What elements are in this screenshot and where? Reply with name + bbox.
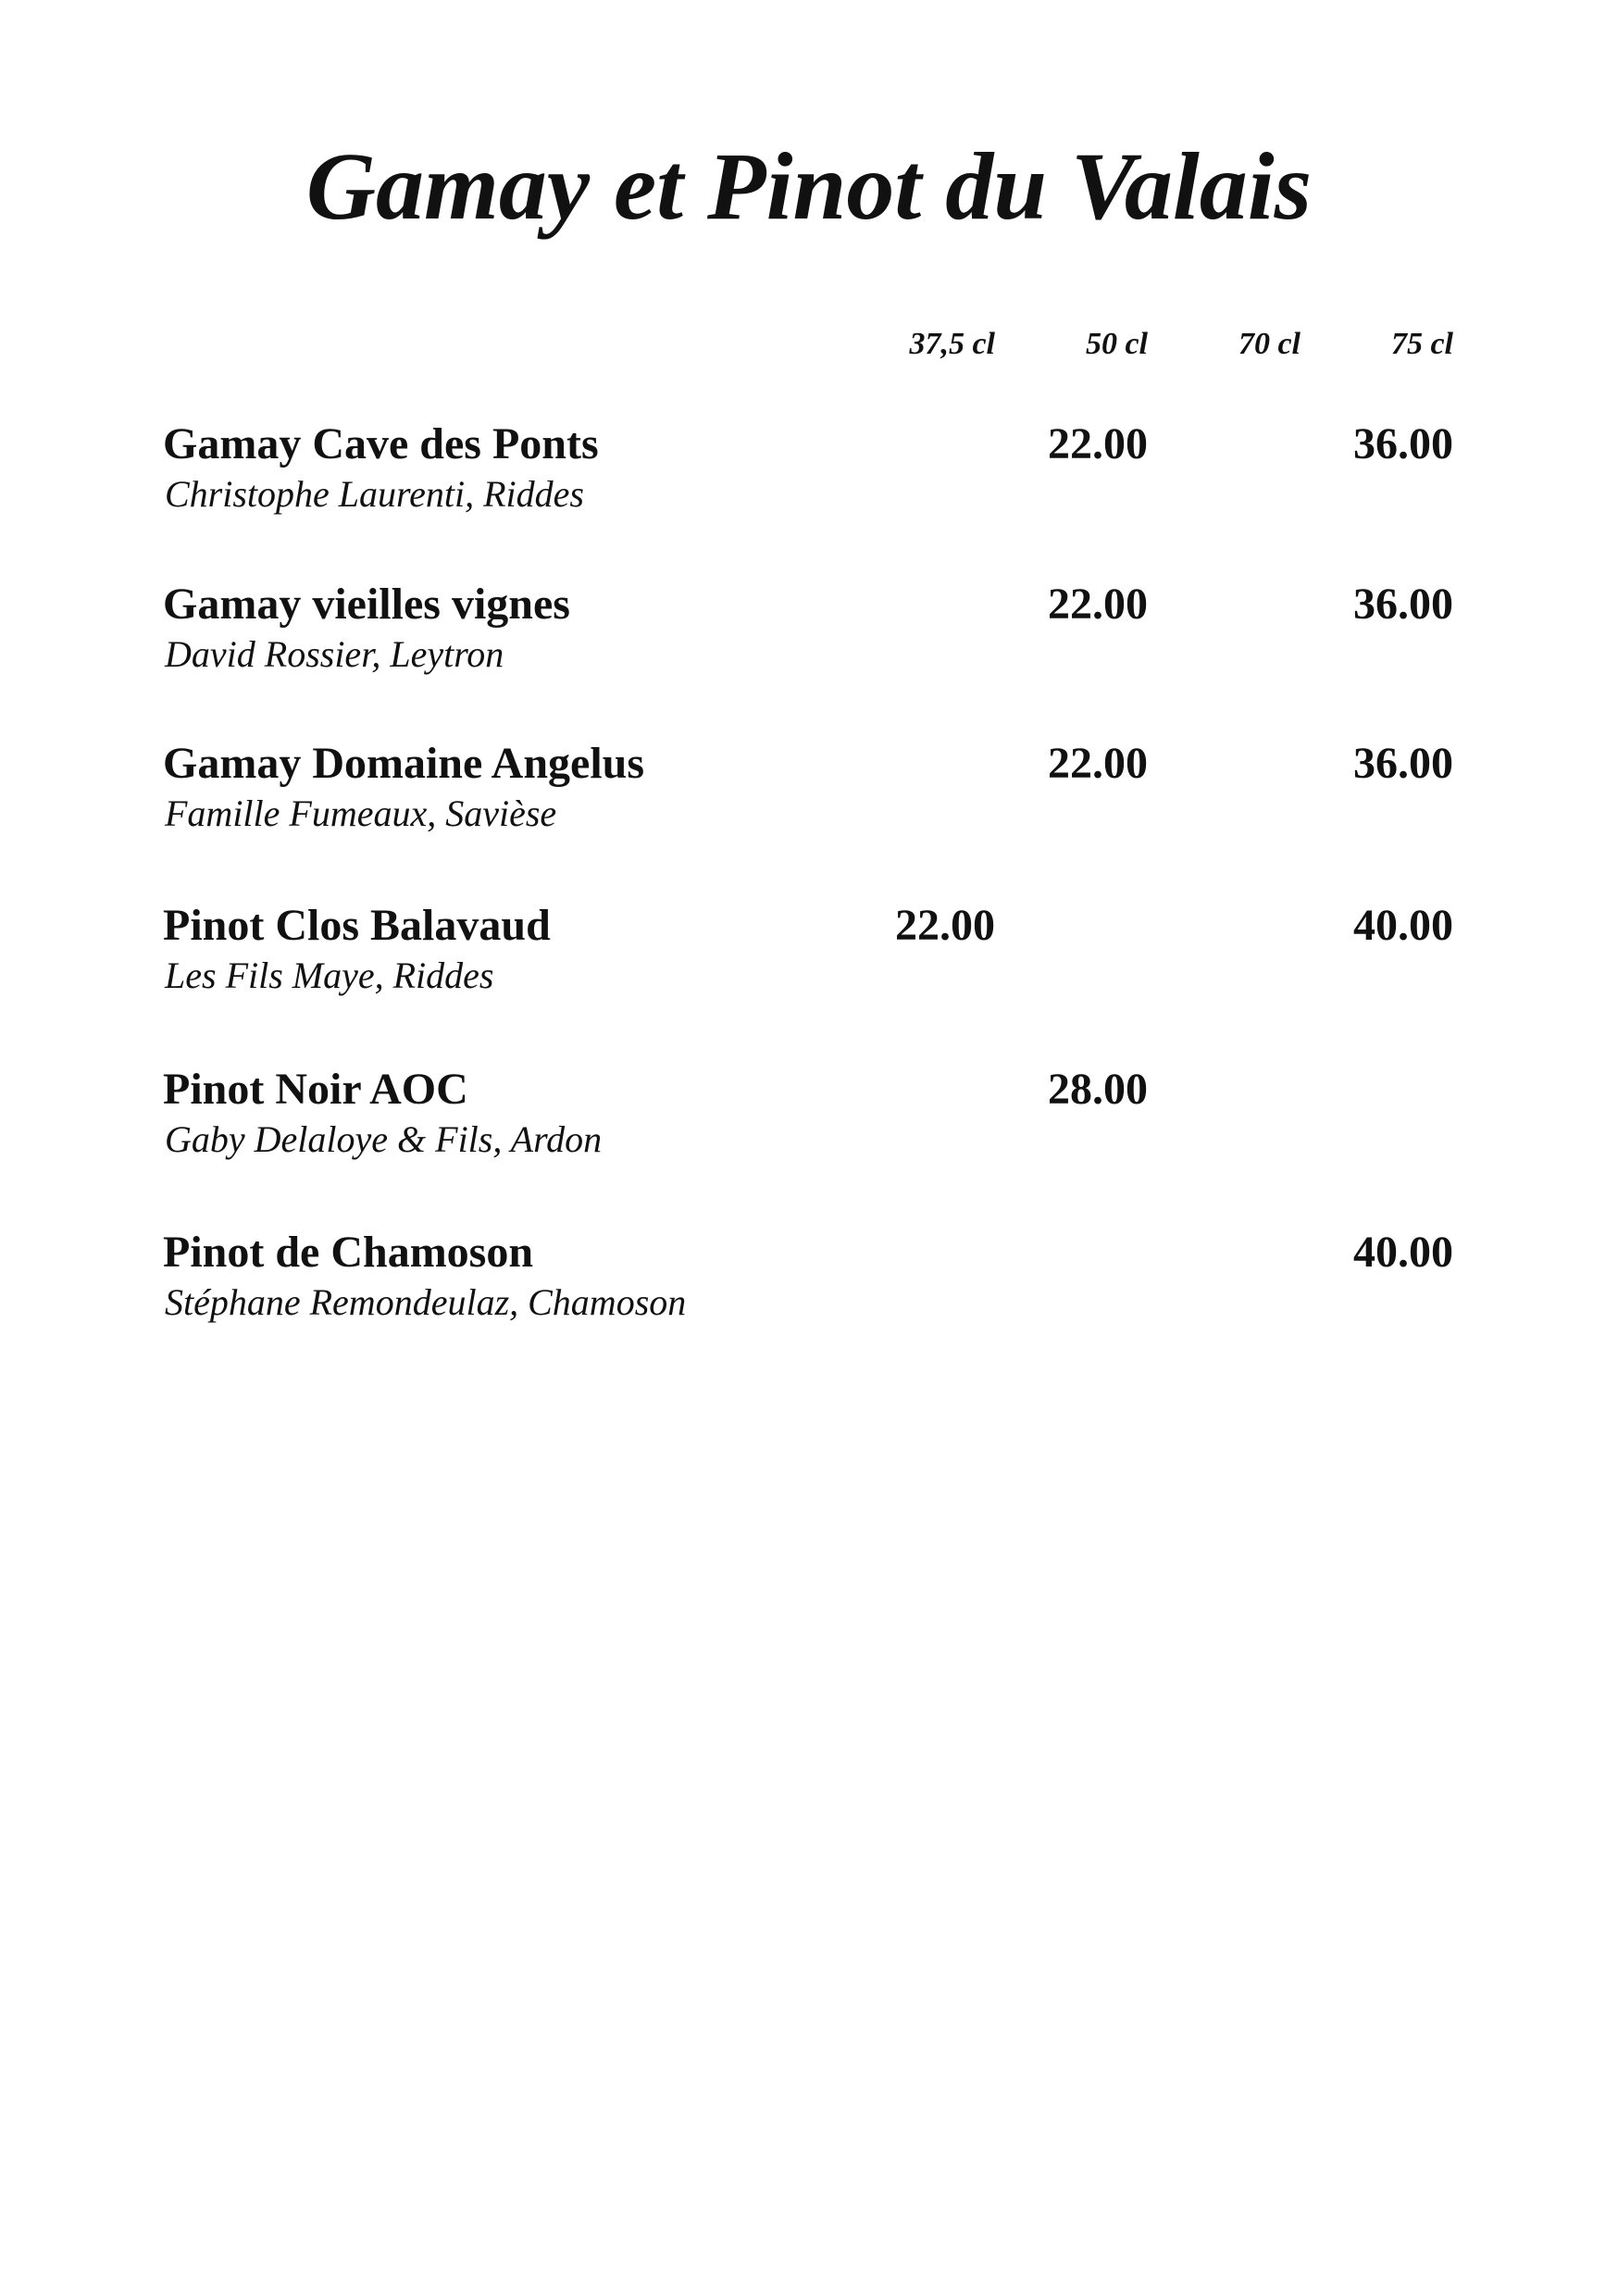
wine-name: Gamay Cave des Ponts [163,419,599,468]
wine-producer: Famille Fumeaux, Savièse [165,792,557,834]
wine-producer: David Rossier, Leytron [165,633,504,675]
wine-producer: Gaby Delaloye & Fils, Ardon [165,1118,603,1160]
price-37-5cl: 22.00 [895,901,995,950]
wine-name: Gamay Domaine Angelus [163,739,645,788]
price-75cl: 36.00 [1353,419,1453,468]
size-label-50cl: 50 cl [1085,327,1148,361]
price-75cl: 40.00 [1353,1228,1453,1277]
wine-row [0,1064,1618,1175]
wine-name: Pinot Clos Balavaud [163,901,551,950]
size-label-70cl: 70 cl [1238,327,1301,361]
price-75cl: 36.00 [1353,580,1453,629]
price-50cl: 22.00 [1048,739,1148,788]
wine-name: Pinot Noir AOC [163,1065,468,1114]
wine-row [0,900,1618,1011]
price-50cl: 22.00 [1048,580,1148,629]
price-75cl: 40.00 [1353,901,1453,950]
page-title: Gamay et Pinot du Valais [305,133,1313,240]
wine-row [0,738,1618,849]
wine-row [0,418,1618,530]
wine-producer: Les Fils Maye, Riddes [165,955,494,996]
wine-row [0,579,1618,690]
size-label-37-5cl: 37,5 cl [909,327,995,361]
wine-producer: Stéphane Remondeulaz, Chamoson [165,1281,687,1323]
size-label-75cl: 75 cl [1390,327,1453,361]
price-50cl: 22.00 [1048,419,1148,468]
price-75cl: 36.00 [1353,739,1453,788]
wine-row [0,1227,1618,1338]
wine-name: Gamay vieilles vignes [163,580,570,629]
price-50cl: 28.00 [1048,1065,1148,1114]
wine-name: Pinot de Chamoson [163,1228,534,1277]
wine-producer: Christophe Laurenti, Riddes [165,473,584,515]
